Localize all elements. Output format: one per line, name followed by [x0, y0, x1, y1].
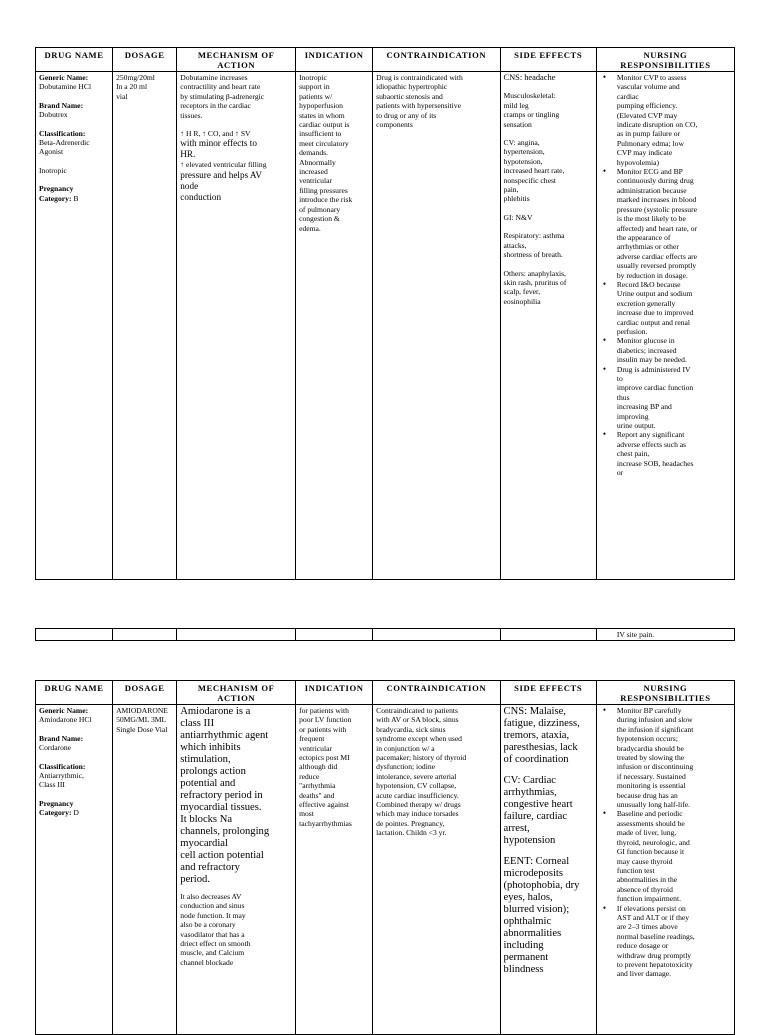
list-item: • Monitor BP carefully during infusion and slow the infusion if significant hypotension occurs; bradycardia should be treated by slowing the infusion or discontinuing if necessary. Sustained monitoring is essential because drug has an unusually long half-life.	[600, 706, 731, 809]
header-drug-name: DRUG NAME	[36, 681, 113, 705]
side-effect-respiratory: Respiratory: asthma attacks, shortness of breath.	[503, 231, 565, 260]
brand-name-value: Dobutrex	[39, 110, 68, 120]
list-item: • Monitor glucose in diabetics; increased insulin may be needed.	[600, 336, 731, 364]
indication-text: Inotropic support in patients w/ hypoperfusion states in whom cardiac output is insufficient to meet circulatory demands. Abnormally increased ventricular filling pressures introduce the risk of pulmonary congestion & edema.	[299, 73, 353, 233]
header-nursing: NURSING RESPONSIBILITIES	[596, 48, 734, 72]
side-effects-cell	[500, 705, 596, 1035]
list-item: • Monitor CVP to assess vascular volume and cardiac pumping efficiency. (Elevated CVP may indicate disruption on CO, as in pump failure or Pulmonary edma; low CVP may indicate hypovolemia)	[600, 73, 731, 167]
table-row	[36, 705, 735, 1035]
header-dosage: DOSAGE	[113, 681, 177, 705]
nursing-cell	[596, 72, 734, 580]
drug-name-cell: Generic Name: Amiodarone HCl Brand Name: Cordarone Classification: Antiarrythmic, Class III Pregnancy Category: D	[36, 705, 113, 1035]
pregnancy-label: Pregnancy Category	[39, 184, 74, 203]
header-nursing: NURSING RESPONSIBILITIES	[596, 681, 734, 705]
dobutamine-continuation-table	[35, 628, 735, 641]
header-contraindication: CONTRAINDICATION	[373, 681, 500, 705]
list-item: • Monitor ECG and BP continuously during drug administration because marked increases in blood pressure (systolic pressure is the most likely to be affected) and heart rate, or the appearance of arrhythmias or other adverse cardiac effects are usually reversed promptly by reduction in dosage.	[600, 167, 731, 280]
header-dosage: DOSAGE	[113, 48, 177, 72]
side-effect-eent: EENT: Corneal microdeposits (photophobia, dry eyes, halos, blurred vision); ophthalmic abnormalities including permanent blindness	[503, 856, 580, 975]
brand-name-label: Brand Name	[39, 733, 81, 743]
classification-label: Classification	[39, 761, 83, 771]
table-row	[36, 72, 735, 580]
side-effect-others: Others: anaphylaxis, skin rash, pruritus of scalp, fever, eosinophilia	[503, 268, 567, 306]
classification-label: Classification	[39, 128, 83, 138]
contraindication-text: Contraindicated to patients with AV or SA block, sinus bradycardia, sick sinus syndrome except when used in conjunction w/ a pacemaker; history of thyroid dysfunction; iodine intolerance, severe arterial hypotension, CV collapse, acute cardiac insufficiency. Combined therapy w/ drugs which may induce torsades de pointes. Pregnancy, lactation. Childn <3 yr.	[376, 706, 467, 838]
header-side-effects: SIDE EFFECTS	[500, 681, 596, 705]
dosage-text: 250mg/20ml In a 20 ml vial	[116, 73, 155, 101]
brand-name-value: Cordarone	[39, 743, 72, 753]
list-item: • Baseline and periodic assessments should be made of liver, lung, thyroid, neurologic, and GI function because it may cause thyroid function test abnormalities in the absence of thyroid function impairment.	[600, 809, 731, 903]
contraindication-text: Drug is contraindicated with idiopathic hypertrophic subaortic stenosis and patients with hypersensitive to drug or any of its components	[376, 73, 463, 130]
side-effect-cns: CNS: headache	[503, 73, 556, 82]
header-indication: INDICATION	[296, 681, 373, 705]
mechanism-text-1: Dobutamine increases contractility and heart rate by stimulating β-adrenergic receptors in the cardiac tissues.	[180, 73, 265, 120]
generic-name-value: Amiodarone HCl	[39, 715, 92, 725]
amiodarone-table	[35, 680, 735, 1035]
classification-value: Antiarrythmic, Class III	[39, 771, 84, 790]
header-row	[36, 48, 735, 72]
mechanism-cell	[177, 705, 296, 1035]
contraindication-cell	[373, 705, 500, 1035]
list-item: IV site pain.	[616, 630, 655, 639]
dosage-cell	[113, 705, 177, 1035]
table-row	[36, 629, 735, 641]
header-contraindication: CONTRAINDICATION	[373, 48, 500, 72]
generic-name-value: Dobutamine HCl	[39, 82, 92, 92]
side-effect-musculoskeletal: Musculoskeletal: mild leg cramps or tingling sensation	[503, 91, 560, 129]
nursing-list	[600, 73, 731, 477]
side-effects-cell	[500, 72, 596, 580]
side-effect-cv: CV: angina, hypertension, hypotension, increased heart rate, nonspecific chest pain, phlebitis	[503, 138, 565, 204]
dobutamine-table	[35, 47, 735, 580]
mechanism-text-5: pressure and helps AV node conduction	[180, 169, 263, 202]
list-item: • Record I&O because Urine output and sodium excretion generally increase due to improved cardiac output and renal perfusion.	[600, 280, 731, 336]
dosage-cell	[113, 72, 177, 580]
pregnancy-label: Pregnancy Category	[39, 798, 74, 818]
indication-cell	[296, 705, 373, 1035]
header-drug-name: DRUG NAME	[36, 48, 113, 72]
header-side-effects: SIDE EFFECTS	[500, 48, 596, 72]
pregnancy-value: D	[73, 808, 79, 818]
generic-name-label: Generic Name	[39, 706, 86, 715]
list-item: • If elevations persist on AST and ALT or if they are 2–3 times above normal baseline readings, reduce dosage or withdraw drug promptly to prevent hepatotoxicity and liver damage.	[600, 904, 731, 979]
header-mechanism: MECHANISM OF ACTION	[177, 681, 296, 705]
contraindication-cell	[373, 72, 500, 580]
generic-name-label: Generic Name	[39, 73, 86, 82]
header-indication: INDICATION	[296, 48, 373, 72]
header-row	[36, 681, 735, 705]
classification-value: Beta-Adrenerdic Agonist	[39, 138, 90, 157]
nursing-continuation-cell	[596, 629, 734, 641]
list-item: • Report any significant adverse effects such as chest pain, increase SOB, headaches or	[600, 430, 731, 477]
indication-cell	[296, 72, 373, 580]
mechanism-text-4: ↑ elevated ventricular filling	[180, 160, 267, 170]
nursing-cell	[596, 705, 734, 1035]
mechanism-text-1: Amiodarone is a class III antiarrhythmic agent which inhibits stimulation, prolongs action potential and refractory period in myocardial tissues. It blocks Na channels, prolonging myocardial cell action potential and refractory period.	[180, 706, 270, 885]
side-effect-gi: GI: N&V	[503, 212, 533, 222]
mechanism-text-2: ↑ H R, ↑ CO, and ↑ SV	[180, 129, 251, 139]
nursing-list	[600, 706, 731, 979]
list-item: • Drug is administered IV to improve cardiac function thus increasing BP and improving urine output.	[600, 365, 731, 431]
drug-name-cell: Generic Name: Dobutamine HCl Brand Name: Dobutrex Classification: Beta-Adrenerdic Agonist Inotropic Pregnancy Category: B	[36, 72, 113, 580]
mechanism-text-3: with minor effects to HR.	[180, 138, 257, 160]
dosage-text: AMIODARONE 50MG/ML 3ML Single Dose Vial	[116, 706, 168, 734]
mechanism-text-2: It also decreases AV conduction and sinus node function. It may also be a coronary vasodilator that has a driect effect on smooth muscle, and Calcium channel blockade	[180, 892, 251, 967]
header-mechanism: MECHANISM OF ACTION	[177, 48, 296, 72]
brand-name-label: Brand Name	[39, 100, 81, 110]
classification-extra: Inotropic	[39, 165, 67, 175]
mechanism-cell	[177, 72, 296, 580]
pregnancy-value: B	[73, 193, 79, 203]
side-effect-cns: CNS: Malaise, fatigue, dizziness, tremors, ataxia, paresthesias, lack of coordination	[503, 706, 580, 765]
side-effect-cv: CV: Cardiac arrhythmias, congestive heart failure, cardiac arrest, hypotension	[503, 775, 573, 846]
indication-text: for patients with poor LV function or patients with frequent ventricular ectopics post MI although did reduce "arrhythmia deaths" and effective against most tachyarrhythmias	[299, 706, 352, 828]
